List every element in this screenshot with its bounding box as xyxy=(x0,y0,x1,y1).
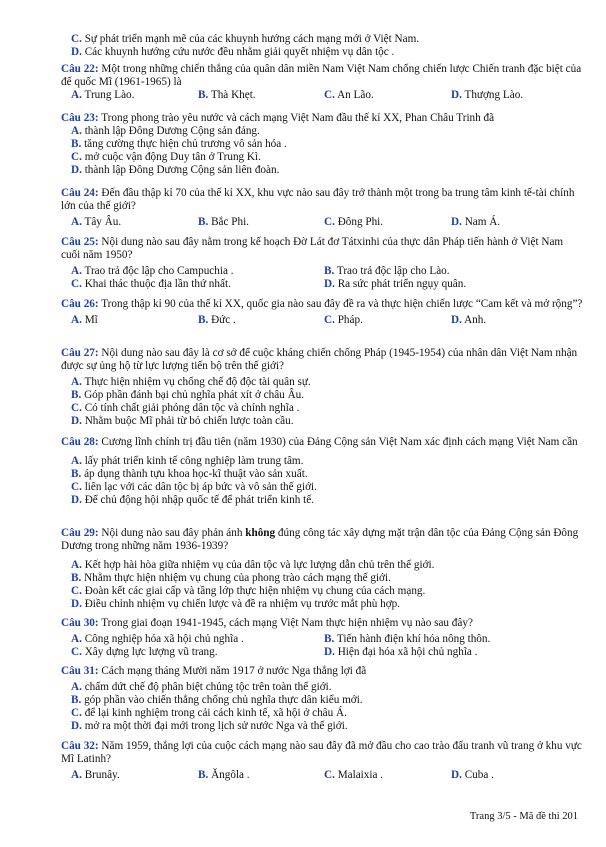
question-stem: Câu 32: Năm 1959, thắng lợi của cuộc cách mạng nào sau đây đã mở đầu cho cao trào đấu tranh vũ trang ở khu vực Mĩ Latinh? xyxy=(61,740,582,765)
option-b: B. Tiến hành điện khí hóa nông thôn. xyxy=(324,633,491,645)
option-a: A. lấy phát triển kinh tế công nghiệp làm trung tâm. xyxy=(71,455,304,467)
option-c: C. Đoàn kết các giai cấp và tầng lớp thực hiện nhiệm vụ chung của cách mạng. xyxy=(71,585,426,597)
option-a: A. Brunây. xyxy=(71,769,120,781)
option-b: B. Trao trả độc lập cho Lào. xyxy=(324,265,450,277)
options-row xyxy=(61,278,583,291)
option-c: C. Xây dựng lực lượng vũ trang. xyxy=(71,646,218,658)
options-row xyxy=(61,633,583,646)
option-d: D. Nhằm buộc Mĩ phải từ bỏ chiến lược toàn cầu. xyxy=(71,415,294,427)
question-stem: Câu 22: Một trong những chiến thắng của quân dân miền Nam Việt Nam chống chiến lược Chiến tranh đặc biệt của đế quốc Mĩ (1961-1965) là xyxy=(61,63,582,88)
option-a: A. Thực hiện nhiệm vụ chống chế độ độc tài quân sự. xyxy=(71,376,311,388)
option-c: C. Có tính chất giải phóng dân tộc và chính nghĩa . xyxy=(71,402,300,414)
option-a: A. Tây Âu. xyxy=(71,216,122,228)
option-d: D. Các khuynh hướng cứu nước đều nhằm giải quyết nhiệm vụ dân tộc . xyxy=(71,46,395,58)
option-c: C. Malaixia . xyxy=(324,769,384,781)
option-a: A. chấm dứt chế độ phân biệt chủng tộc trên toàn thế giới. xyxy=(71,681,332,693)
option-a: A. Mĩ xyxy=(71,314,98,326)
option-d: D. mở ra một thời đại mới trong lịch sử nước Nga và thế giới. xyxy=(71,720,348,732)
option-d: D. Điều chỉnh nhiệm vụ chiến lược và đề ra nhiệm vụ trước mắt phù hợp. xyxy=(71,598,401,610)
option-d: D. Thượng Lào. xyxy=(451,89,524,101)
option-a: A. Trung Lào. xyxy=(71,89,135,101)
question-stem: Câu 26: Trong thập kỉ 90 của thế kỉ XX, quốc gia nào sau đây đề ra và thực hiện chiến lược “Cam kết và mở rộng”? xyxy=(61,298,583,310)
option-d: D. Nam Á. xyxy=(451,216,501,228)
options-row xyxy=(61,314,583,327)
option-b: B. Đức . xyxy=(198,314,236,326)
option-a: A. thành lập Đông Dương Cộng sản đảng. xyxy=(71,125,260,137)
question-stem: Câu 24: Đến đầu thập kỉ 70 của thế kỉ XX, khu vực nào sau đây trở thành một trong ba trung tâm kinh tế-tài chính lớn của thế giới? xyxy=(61,187,575,212)
option-c: C. Sự phát triển mạnh mẽ của các khuynh hướng cách mạng mới ở Việt Nam. xyxy=(71,33,420,45)
option-c: C. Khai thác thuộc địa lần thứ nhất. xyxy=(71,278,231,290)
option-d: D. Hiện đại hóa xã hội chủ nghĩa . xyxy=(324,646,478,658)
question-23 xyxy=(61,112,583,177)
question-26 xyxy=(61,298,583,327)
question-stem: Câu 29: Nội dung nào sau đây phản ánh không đúng công tác xây dựng mặt trận dân tộc của Đảng Cộng sản Đông Dương trong những năm 1936-1939? xyxy=(61,527,579,552)
option-d: D. thành lập Đông Dương Cộng sản liên đoàn. xyxy=(71,164,280,176)
option-c: C. Pháp. xyxy=(324,314,363,326)
question-22 xyxy=(61,63,583,102)
prev-question-options xyxy=(61,33,583,59)
option-d: D. Ra sức phát triển ngụy quân. xyxy=(324,278,467,290)
question-27 xyxy=(61,347,583,428)
question-stem: Câu 30: Trong giai đoạn 1941-1945, cách mạng Việt Nam thực hiện nhiệm vụ nào sau đây? xyxy=(61,617,473,629)
question-29 xyxy=(61,527,583,611)
question-30 xyxy=(61,617,583,659)
option-b: B. áp dụng thành tựu khoa học-kĩ thuật vào sản xuất. xyxy=(71,468,308,480)
question-stem: Câu 25: Nội dung nào sau đây nằm trong kế hoạch Đờ Lát đơ Tátxinhi của thực dân Pháp tiến hành ở Việt Nam cuối năm 1950? xyxy=(61,236,564,261)
question-32 xyxy=(61,740,583,782)
option-c: C. mở cuộc vận động Duy tân ở Trung Kì. xyxy=(71,151,261,163)
question-stem: Câu 31: Cách mạng tháng Mười năm 1917 ở nước Nga thắng lợi đã xyxy=(61,665,367,677)
option-d: D. Cuba . xyxy=(451,769,494,781)
option-b: B. tăng cường thực hiện chủ trương vô sản hóa . xyxy=(71,138,287,150)
option-b: B. Góp phần đánh bại chủ nghĩa phát xít ở châu Âu. xyxy=(71,389,305,401)
options-row xyxy=(61,216,583,229)
question-stem: Câu 23: Trong phong trào yêu nước và cách mạng Việt Nam đầu thế kỉ XX, Phan Châu Trinh đã xyxy=(61,112,495,124)
option-d: D. Anh. xyxy=(451,314,487,326)
option-a: A. Công nghiệp hóa xã hội chủ nghĩa . xyxy=(71,633,244,645)
option-c: C. liên lạc với các dân tộc bị áp bức và vô sản thế giới. xyxy=(71,481,317,493)
options-row xyxy=(61,646,583,659)
option-c: C. An Lão. xyxy=(324,89,374,101)
page-footer: Trang 3/5 - Mã đề thi 201 xyxy=(469,811,578,822)
option-b: B. Ăngôla . xyxy=(198,769,250,781)
options-row xyxy=(61,769,583,782)
option-b: B. Thà Khẹt. xyxy=(198,89,256,101)
options-row xyxy=(61,89,583,102)
question-stem: Câu 28: Cương lĩnh chính trị đầu tiên (năm 1930) của Đảng Cộng sản Việt Nam xác định cách mạng Việt Nam cần xyxy=(61,436,578,448)
option-c: C. để lại kinh nghiệm trong cải cách kinh tế, xã hội ở châu Á. xyxy=(71,707,347,719)
question-31 xyxy=(61,665,583,733)
option-c: C. Đông Phi. xyxy=(324,216,384,228)
option-a: A. Trao trả độc lập cho Campuchia . xyxy=(71,265,234,277)
option-a: A. Kết hợp hài hòa giữa nhiệm vụ của dân tộc và lực lượng dẫn chủ trên thế giới. xyxy=(71,559,435,571)
option-b: B. góp phần vào chiến thắng chống chủ nghĩa thực dân kiểu mới. xyxy=(71,694,363,706)
question-25 xyxy=(61,236,583,291)
question-28 xyxy=(61,436,583,507)
options-row xyxy=(61,265,583,278)
question-24 xyxy=(61,187,583,229)
question-stem: Câu 27: Nội dung nào sau đây là cơ sở để cuộc kháng chiến chống Pháp (1945-1954) của nhân dân Việt Nam nhận được sự ủng hộ từ lực lượng tiến bộ trên thế giới? xyxy=(61,347,578,372)
option-b: B. Nhằm thực hiện nhiệm vụ chung của phong trào cách mạng thế giới. xyxy=(71,572,391,584)
option-b: B. Bắc Phi. xyxy=(198,216,249,228)
option-d: D. Để chủ động hội nhập quốc tế để phát triển kinh tế. xyxy=(71,494,314,506)
